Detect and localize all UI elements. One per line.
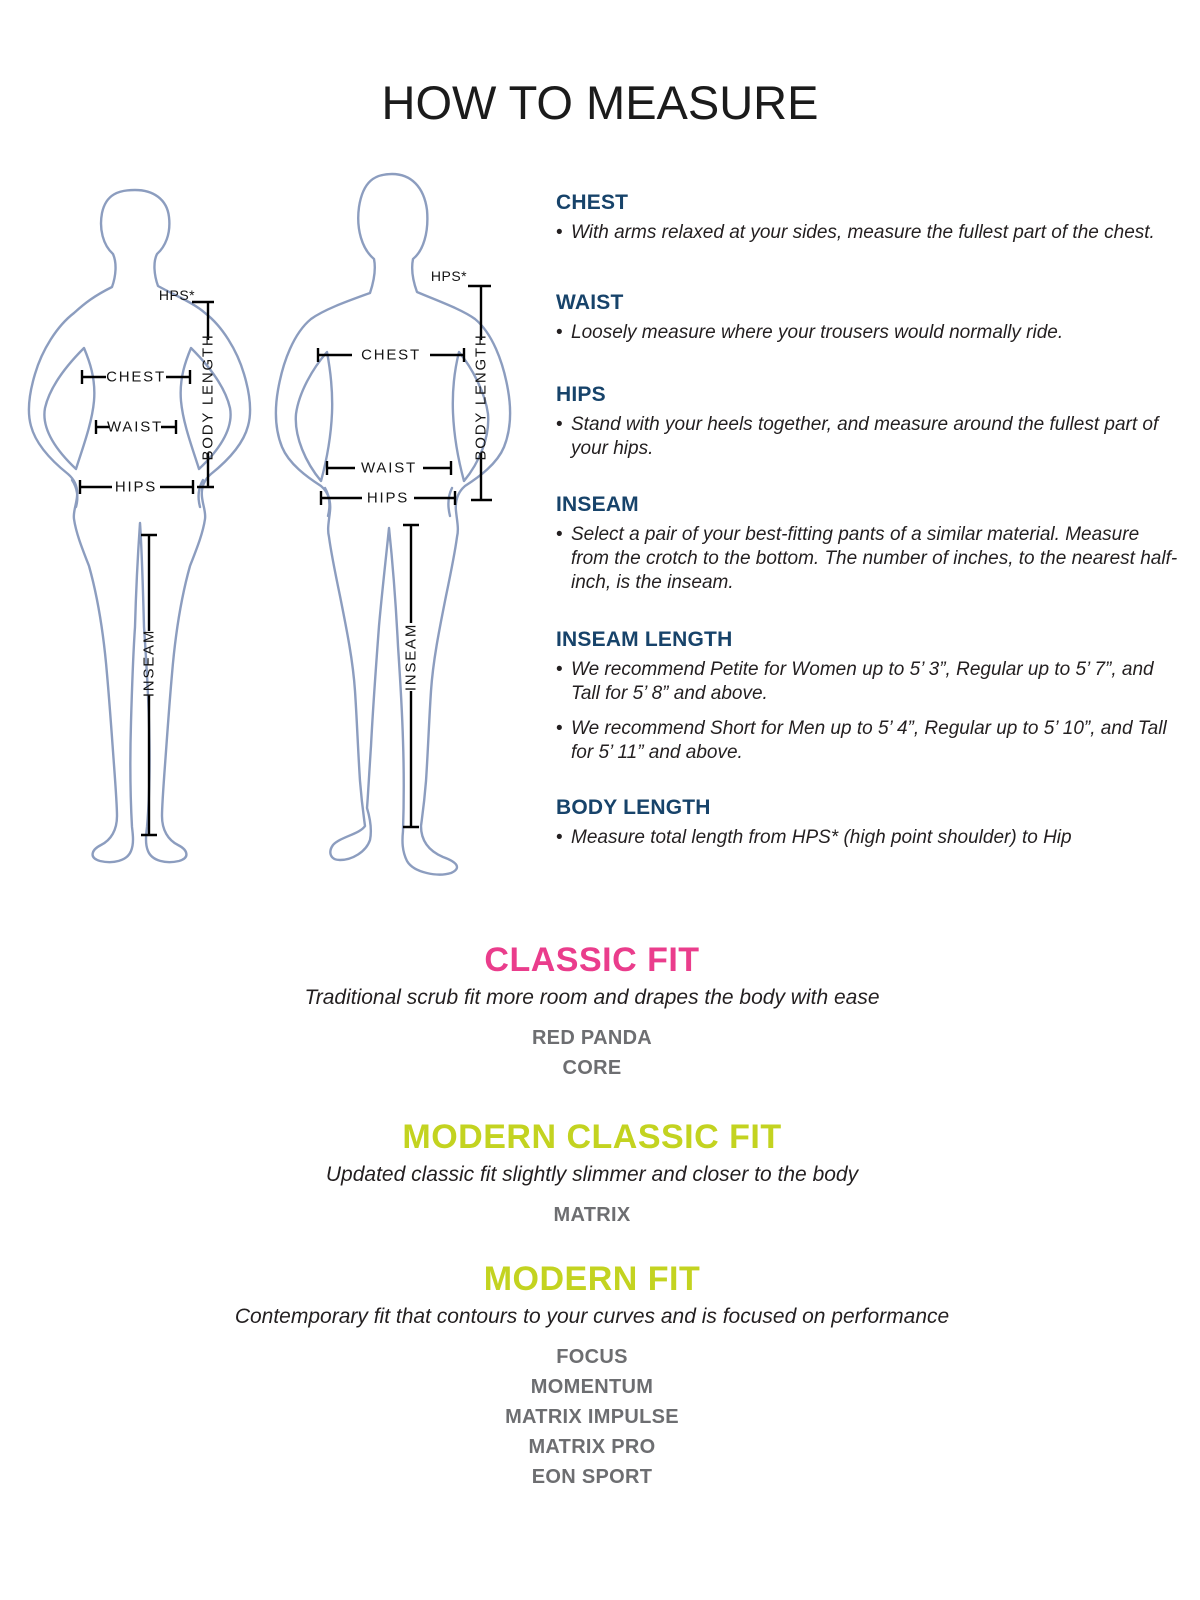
fit-guide	[0, 941, 1184, 1527]
fit-product: FOCUS	[556, 1346, 628, 1368]
men-inseam-label: INSEAM	[402, 622, 420, 692]
fit-name: MODERN CLASSIC FIT	[402, 1118, 782, 1156]
instruction-bullet: • Measure total length from HPS* (high point shoulder) to Hip	[556, 826, 1180, 850]
women-waist-label: WAIST	[107, 418, 163, 436]
instruction-bullet: • With arms relaxed at your sides, measure the fullest part of the chest.	[556, 221, 1180, 245]
section-body-length	[556, 795, 1180, 850]
section-heading: BODY LENGTH	[556, 796, 711, 819]
instruction-bullet: • Select a pair of your best-fitting pants of a similar material. Measure from the crotch to the bottom. The number of inches, to the nearest half-inch, is the inseam.	[556, 523, 1180, 595]
section-heading: HIPS	[556, 383, 606, 406]
women-inseam-label: INSEAM	[140, 628, 158, 698]
fit-name: MODERN FIT	[483, 1260, 701, 1298]
section-waist	[556, 290, 1180, 345]
fit-product: EON SPORT	[531, 1466, 653, 1488]
section-inseam-length	[556, 627, 1180, 765]
men-figure	[276, 174, 510, 875]
men-waist-label: WAIST	[361, 459, 417, 477]
section-hips	[556, 382, 1180, 461]
measurement-instructions	[556, 190, 1180, 850]
fit-product: MOMENTUM	[530, 1376, 654, 1398]
men-hips-label: HIPS	[366, 489, 410, 507]
women-hps-label: HPS*	[158, 287, 196, 303]
men-hps-label: HPS*	[430, 268, 468, 284]
men-chest-label: CHEST	[361, 346, 421, 364]
measurement-diagram	[0, 150, 540, 890]
men-measurement-lines	[318, 286, 492, 827]
fit-block-modern	[0, 1260, 1184, 1492]
section-heading: INSEAM	[556, 493, 639, 516]
fit-product: MATRIX IMPULSE	[505, 1406, 679, 1428]
fit-name: CLASSIC FIT	[484, 941, 700, 979]
section-heading: INSEAM LENGTH	[556, 628, 733, 651]
section-heading: CHEST	[556, 191, 629, 214]
section-inseam	[556, 492, 1180, 595]
fit-block-modern-classic	[0, 1118, 1184, 1230]
instruction-bullet: • Stand with your heels together, and measure around the fullest part of your hips.	[556, 413, 1180, 461]
instruction-bullet: • We recommend Short for Men up to 5’ 4”, Regular up to 5’ 10”, and Tall for 5’ 11” and above.	[556, 717, 1180, 765]
fit-products	[0, 1023, 1184, 1083]
women-body-length-label: BODY LENGTH	[199, 333, 217, 461]
fit-products	[0, 1342, 1184, 1492]
fit-tagline: Contemporary fit that contours to your curves and is focused on performance	[234, 1305, 950, 1328]
section-chest	[556, 190, 1180, 245]
fit-tagline: Updated classic fit slightly slimmer and closer to the body	[325, 1163, 859, 1186]
fit-product: MATRIX	[553, 1204, 631, 1226]
men-body-length-label: BODY LENGTH	[472, 333, 490, 461]
women-hips-label: HIPS	[114, 478, 158, 496]
fit-product: CORE	[562, 1057, 622, 1079]
fit-tagline: Traditional scrub fit more room and drapes the body with ease	[304, 986, 880, 1009]
women-figure	[29, 190, 250, 862]
instruction-bullet: • We recommend Petite for Women up to 5’ 3”, Regular up to 5’ 7”, and Tall for 5’ 8” and above.	[556, 658, 1180, 706]
fit-product: MATRIX PRO	[528, 1436, 656, 1458]
fit-block-classic	[0, 941, 1184, 1083]
page-title: HOW TO MEASURE	[381, 76, 819, 130]
fit-products	[0, 1200, 1184, 1230]
section-heading: WAIST	[556, 291, 624, 314]
women-chest-label: CHEST	[106, 368, 166, 386]
body-figures-illustration	[0, 150, 540, 890]
instruction-bullet: • Loosely measure where your trousers would normally ride.	[556, 321, 1180, 345]
fit-product: RED PANDA	[531, 1027, 653, 1049]
